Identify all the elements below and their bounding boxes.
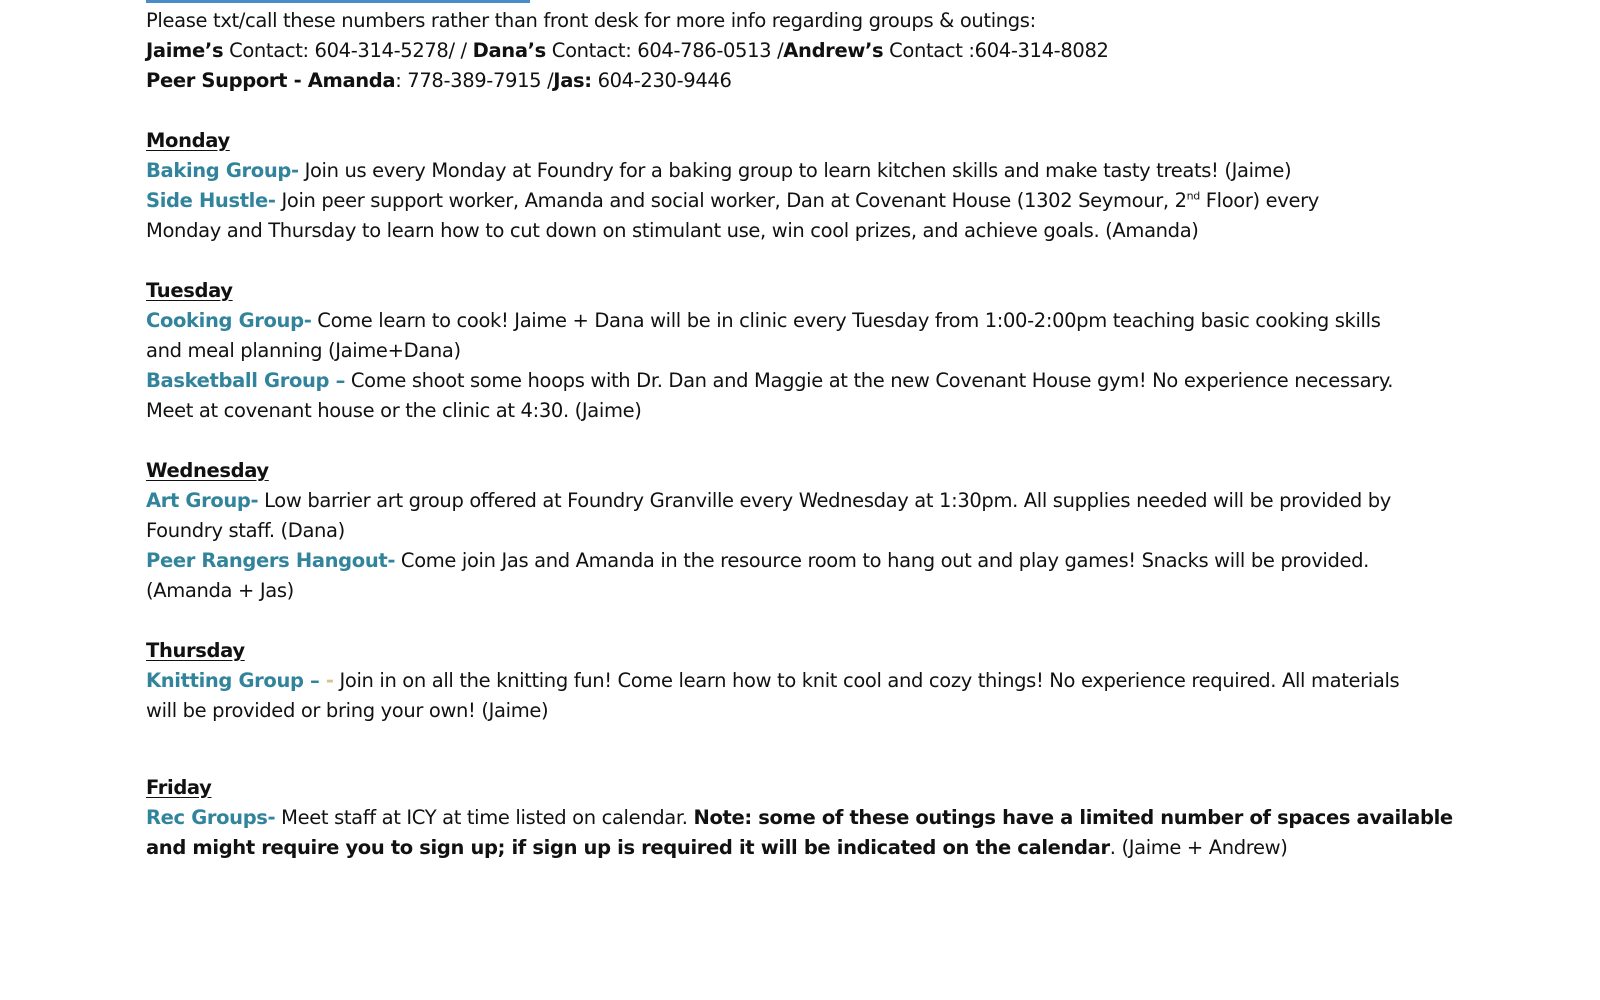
andrew-name: Andrew’s (783, 39, 884, 62)
peer-support-contact: : 778-389-7915 / (395, 69, 554, 92)
rec-groups-note: Note: some of these outings have a limited number of spaces available (693, 806, 1453, 829)
jaime-name: Jaime’s (146, 39, 224, 62)
jaime-contact: Contact: 604-314-5278/ / (223, 39, 473, 62)
dana-contact: Contact: 604-786-0513 / (545, 39, 784, 62)
basketball-group-name: Basketball Group – (146, 369, 345, 392)
dana-name: Dana’s (472, 39, 546, 62)
art-group-name: Art Group- (146, 489, 259, 512)
header-rule (146, 0, 530, 3)
document-body (146, 6, 1456, 863)
basketball-group-entry-cont: Meet at covenant house or the clinic at 4:30. (Jaime) (146, 399, 642, 422)
day-heading-friday: Friday (146, 776, 212, 799)
side-hustle-entry: Side Hustle- Join peer support worker, Amanda and social worker, Dan at Covenant House (1302 Seymour, 2nd Floor) every (146, 189, 1319, 212)
andrew-contact: Contact :604-314-8082 (883, 39, 1109, 62)
cooking-group-entry-cont: and meal planning (Jaime+Dana) (146, 339, 461, 362)
jas-contact: 604-230-9446 (591, 69, 732, 92)
side-hustle-entry-cont: Monday and Thursday to learn how to cut down on stimulant use, win cool prizes, and achieve goals. (Amanda) (146, 219, 1199, 242)
contacts-line-peer (146, 66, 1456, 96)
side-hustle-name: Side Hustle- (146, 189, 276, 212)
peer-support-name: Peer Support - Amanda (146, 69, 396, 92)
jas-name: Jas: (553, 69, 592, 92)
rec-groups-entry-cont: and might require you to sign up; if sign up is required it will be indicated on the calendar. (Jaime + Andrew) (146, 836, 1288, 859)
rec-groups-name: Rec Groups- (146, 806, 276, 829)
cooking-group-entry: Cooking Group- Come learn to cook! Jaime + Dana will be in clinic every Tuesday from 1:00-2:00pm teaching basic cooking skills (146, 309, 1381, 332)
knitting-group-name: Knitting Group – (146, 669, 326, 692)
rec-groups-entry: Rec Groups- Meet staff at ICY at time listed on calendar. Note: some of these outings have a limited number of spaces available (146, 806, 1453, 829)
contacts-line-staff (146, 36, 1456, 66)
peer-rangers-entry: Peer Rangers Hangout- Come join Jas and Amanda in the resource room to hang out and play games! Snacks will be provided. (146, 549, 1370, 572)
art-group-entry: Art Group- Low barrier art group offered at Foundry Granville every Wednesday at 1:30pm. All supplies needed will be provided by (146, 489, 1391, 512)
baking-group-entry: Baking Group- Join us every Monday at Foundry for a baking group to learn kitchen skills and make tasty treats! (Jaime) (146, 159, 1292, 182)
knitting-group-entry-cont: will be provided or bring your own! (Jaime) (146, 699, 549, 722)
baking-group-name: Baking Group- (146, 159, 299, 182)
knitting-group-entry: Knitting Group – - Join in on all the knitting fun! Come learn how to knit cool and cozy things! No experience required. All materials (146, 669, 1400, 692)
basketball-group-entry: Basketball Group – Come shoot some hoops with Dr. Dan and Maggie at the new Covenant House gym! No experience necessary. (146, 369, 1394, 392)
day-heading-tuesday: Tuesday (146, 279, 233, 302)
day-heading-wednesday: Wednesday (146, 459, 269, 482)
peer-rangers-entry-cont: (Amanda + Jas) (146, 579, 294, 602)
cooking-group-name: Cooking Group- (146, 309, 312, 332)
contacts-intro: Please txt/call these numbers rather than front desk for more info regarding groups & outings: (146, 9, 1036, 32)
day-heading-thursday: Thursday (146, 639, 245, 662)
peer-rangers-name: Peer Rangers Hangout- (146, 549, 396, 572)
day-heading-monday: Monday (146, 129, 230, 152)
art-group-entry-cont: Foundry staff. (Dana) (146, 519, 345, 542)
